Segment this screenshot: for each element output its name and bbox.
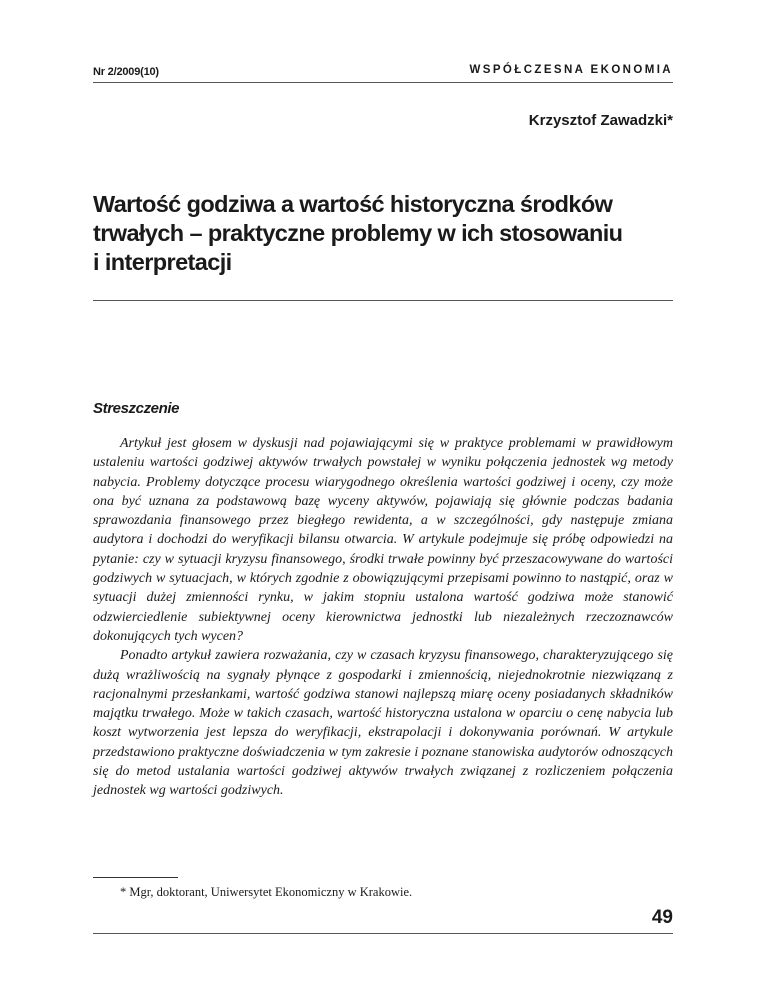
abstract-paragraph: Ponadto artykuł zawiera rozważania, czy w czasach kryzysu finansowego, charakteryzującego się dużą wrażliwością na sygnały płynące z gospodarki i zmiennością, niejednokrotnie niezwiązaną z racjonalnymi przesłankami, wartość godziwa stanowi najlepszą miarę oceny posiadanych składników majątku trwałego. Może w takich czasach, wartość historyczna ustalona w oparciu o cenę nabycia lub koszt wytworzenia jest lepsza do weryfikacji, ekstrapolacji i dokonywania porównań. W artykule przedstawiono praktyczne doświadczenia w tym zakresie i poznane stanowiska audytorów odnoszących się do metod ustalania wartości godziwej aktywów trwałych związanej z rozliczeniem połączenia jednostek wg wartości godziwych. — [93, 648, 673, 799]
abstract-paragraph: Artykuł jest głosem w dyskusji nad pojawiającymi się w praktyce problemami w prawidłowym ustaleniu wartości godziwej aktywów trwałych powstałej w wyniku połączenia jednostek wg metody nabycia. Problemy dotyczące procesu wiarygodnego określenia wartości godziwej i oceny, czy może ona być uznana za podstawową bazę wyceny aktywów, pojawiają się głównie podczas badania sprawozdania finansowego przez biegłego rewidenta, a w szczególności, gdy następuje zmiana audytora i dochodzi do weryfikacji bilansu otwarcia. W artykule podejmuje się próbę odpowiedzi na pytanie: czy w sytuacji kryzysu finansowego, środki trwałe powinny być przeszacowywane do wartości godziwych w sytuacjach, w których zgodnie z obowiązującymi przepisami powinno to nastąpić, oraz w sytuacji dużej zmienności rynku, w jakim stopniu ustalona wartość godziwa może stanowić odzwierciedlenie subiektywnej oceny kierownictwa jednostki lub niezależnych rzeczoznawców dokonujących tych wycen? — [93, 436, 673, 644]
title-line: trwałych – praktyczne problemy w ich stosowaniu — [93, 220, 623, 246]
footnote-divider — [93, 877, 178, 878]
title-line: i interpretacji — [93, 249, 232, 275]
author-footnote: * Mgr, doktorant, Uniwersytet Ekonomiczny w Krakowie. — [120, 885, 413, 899]
title-line: Wartość godziwa a wartość historyczna środków — [93, 191, 613, 217]
page-number: 49 — [651, 907, 673, 928]
abstract-body — [93, 434, 673, 801]
header-divider — [93, 82, 673, 83]
footer-divider — [93, 933, 673, 934]
abstract-heading: Streszczenie — [93, 400, 180, 417]
author-name: Krzysztof Zawadzki* — [528, 112, 673, 129]
article-title — [93, 190, 653, 277]
journal-name: WSPÓŁCZESNA EKONOMIA — [469, 64, 673, 76]
title-divider — [93, 300, 673, 301]
issue-number: Nr 2/2009(10) — [93, 66, 159, 78]
